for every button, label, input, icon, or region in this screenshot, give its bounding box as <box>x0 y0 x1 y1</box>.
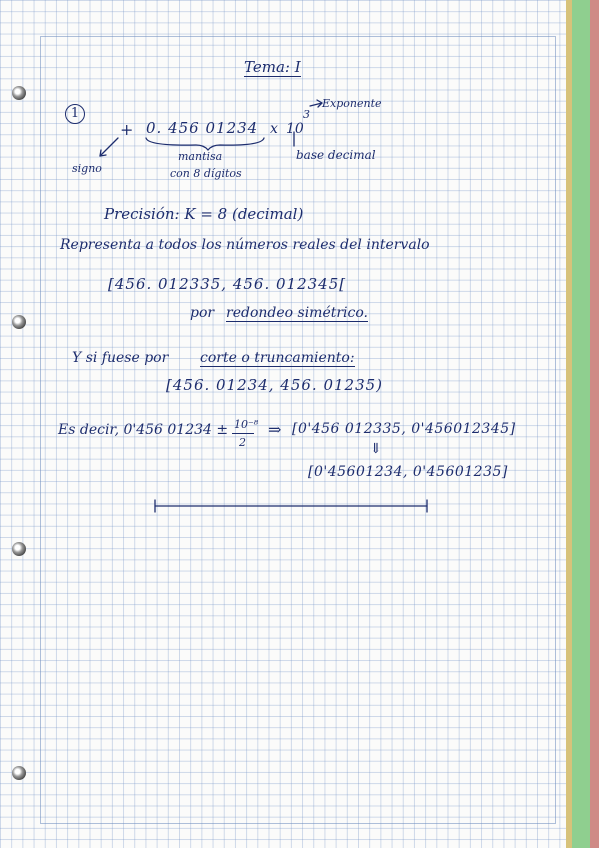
mantissa-brace <box>146 138 264 150</box>
es-decir-line: Es decir, 0'456 01234 ± <box>58 422 229 438</box>
base-value: 10 <box>286 121 304 137</box>
rounding-method: redondeo simétrico. <box>226 305 369 321</box>
interval-final-rounding: [0'456 012335, 0'456012345] <box>292 421 516 437</box>
sign-arrow <box>100 138 118 156</box>
exponent-label: Exponente <box>322 97 382 110</box>
interval-truncation: [456. 01234, 456. 01235) <box>166 376 384 394</box>
page-title: Tema: I <box>244 58 301 76</box>
item-number: 1 <box>65 104 85 124</box>
down-arrow: ⇓ <box>370 441 382 457</box>
truncation-prefix: Y si fuese por <box>72 350 169 366</box>
precision-line: Precisión: K = 8 (decimal) <box>104 205 304 223</box>
mantissa-label: mantisa <box>178 150 223 163</box>
represents-line: Representa a todos los números reales del intervalo <box>60 237 430 253</box>
truncation-method: corte o truncamiento: <box>200 350 355 366</box>
interval-rounding: [456. 012335, 456. 012345[ <box>108 275 347 293</box>
times-symbol: x <box>270 121 278 137</box>
mantissa-value: 0. 456 01234 <box>146 119 259 137</box>
base-label: base decimal <box>296 148 376 162</box>
fraction-denominator: 2 <box>239 436 246 449</box>
fraction-numerator: 10⁻⁸ <box>234 418 259 431</box>
by-label: por <box>190 305 215 321</box>
interval-final-truncation: [0'45601234, 0'45601235] <box>308 464 508 480</box>
sign-symbol: + <box>120 120 134 139</box>
exponent-value: 3 <box>303 108 310 121</box>
implies-arrow: ⇒ <box>268 420 282 439</box>
sign-label: signo <box>72 162 102 175</box>
mantissa-sublabel: con 8 dígitos <box>170 167 242 180</box>
